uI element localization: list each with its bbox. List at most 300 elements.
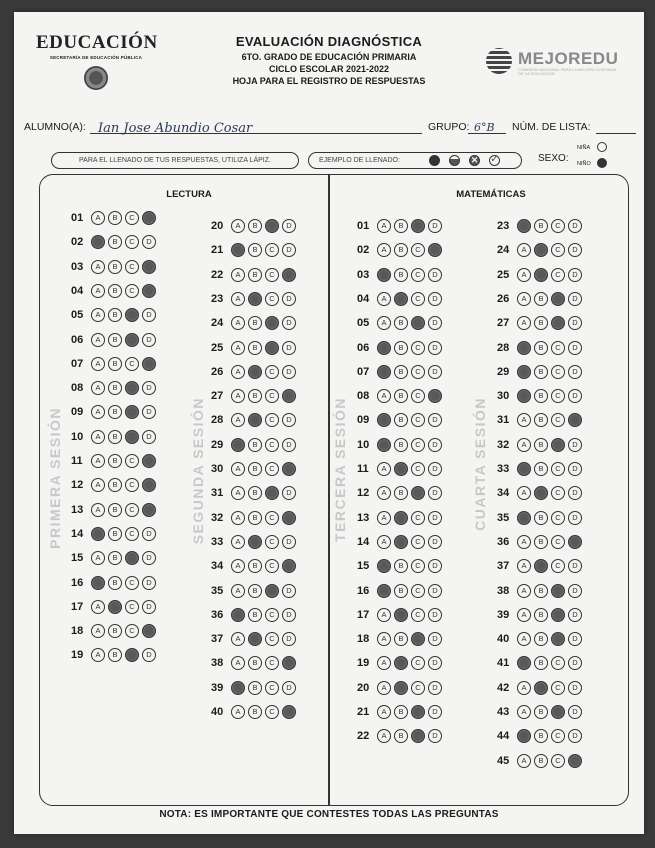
answer-bubble-c[interactable]: C xyxy=(125,527,139,541)
answer-bubble-c[interactable]: C xyxy=(411,365,425,379)
answer-bubble-c[interactable]: C xyxy=(125,624,139,638)
answer-bubble-b[interactable]: B xyxy=(534,365,548,379)
answer-bubble-a[interactable]: A xyxy=(377,365,391,379)
answer-bubble-d[interactable]: D xyxy=(282,511,296,525)
answer-bubble-c[interactable]: C xyxy=(125,211,139,225)
answer-bubble-d[interactable]: D xyxy=(568,681,582,695)
answer-bubble-b[interactable]: B xyxy=(108,600,122,614)
answer-bubble-c[interactable]: C xyxy=(551,608,565,622)
answer-bubble-b[interactable]: B xyxy=(248,268,262,282)
answer-bubble-b[interactable]: B xyxy=(108,430,122,444)
answer-bubble-c[interactable]: C xyxy=(411,389,425,403)
answer-bubble-b[interactable]: B xyxy=(248,486,262,500)
answer-bubble-b[interactable]: B xyxy=(534,316,548,330)
answer-bubble-b[interactable]: B xyxy=(534,268,548,282)
answer-bubble-d[interactable]: D xyxy=(282,341,296,355)
answer-bubble-c[interactable]: C xyxy=(265,365,279,379)
answer-bubble-a[interactable]: A xyxy=(91,284,105,298)
answer-bubble-d[interactable]: D xyxy=(428,341,442,355)
answer-bubble-b[interactable]: B xyxy=(394,341,408,355)
answer-bubble-c[interactable]: C xyxy=(411,511,425,525)
answer-bubble-c[interactable]: C xyxy=(411,219,425,233)
answer-bubble-a[interactable]: A xyxy=(517,486,531,500)
answer-bubble-b[interactable]: B xyxy=(108,478,122,492)
answer-bubble-d[interactable]: D xyxy=(142,648,156,662)
answer-bubble-b[interactable]: B xyxy=(534,754,548,768)
answer-bubble-b[interactable]: B xyxy=(248,438,262,452)
answer-bubble-d[interactable]: D xyxy=(568,535,582,549)
answer-bubble-d[interactable]: D xyxy=(568,559,582,573)
answer-bubble-d[interactable]: D xyxy=(568,511,582,525)
answer-bubble-a[interactable]: A xyxy=(231,584,245,598)
answer-bubble-d[interactable]: D xyxy=(568,705,582,719)
answer-bubble-a[interactable]: A xyxy=(91,503,105,517)
answer-bubble-d[interactable]: D xyxy=(568,462,582,476)
answer-bubble-a[interactable]: A xyxy=(231,705,245,719)
answer-bubble-b[interactable]: B xyxy=(108,284,122,298)
answer-bubble-c[interactable]: C xyxy=(265,705,279,719)
answer-bubble-a[interactable]: A xyxy=(91,576,105,590)
answer-bubble-d[interactable]: D xyxy=(428,729,442,743)
answer-bubble-b[interactable]: B xyxy=(248,681,262,695)
answer-bubble-d[interactable]: D xyxy=(142,576,156,590)
answer-bubble-d[interactable]: D xyxy=(428,316,442,330)
answer-bubble-c[interactable]: C xyxy=(125,284,139,298)
answer-bubble-b[interactable]: B xyxy=(534,243,548,257)
answer-bubble-c[interactable]: C xyxy=(125,600,139,614)
answer-bubble-a[interactable]: A xyxy=(517,535,531,549)
answer-bubble-a[interactable]: A xyxy=(517,705,531,719)
answer-bubble-a[interactable]: A xyxy=(91,333,105,347)
answer-bubble-c[interactable]: C xyxy=(551,681,565,695)
answer-bubble-d[interactable]: D xyxy=(428,219,442,233)
answer-bubble-c[interactable]: C xyxy=(265,413,279,427)
answer-bubble-d[interactable]: D xyxy=(142,211,156,225)
answer-bubble-a[interactable]: A xyxy=(231,292,245,306)
answer-bubble-d[interactable]: D xyxy=(282,413,296,427)
answer-bubble-d[interactable]: D xyxy=(142,600,156,614)
answer-bubble-b[interactable]: B xyxy=(248,462,262,476)
answer-bubble-d[interactable]: D xyxy=(142,551,156,565)
answer-bubble-d[interactable]: D xyxy=(142,624,156,638)
answer-bubble-d[interactable]: D xyxy=(282,268,296,282)
answer-bubble-b[interactable]: B xyxy=(248,632,262,646)
answer-bubble-b[interactable]: B xyxy=(108,333,122,347)
answer-bubble-d[interactable]: D xyxy=(568,754,582,768)
answer-bubble-b[interactable]: B xyxy=(108,527,122,541)
answer-bubble-c[interactable]: C xyxy=(265,559,279,573)
answer-bubble-d[interactable]: D xyxy=(428,632,442,646)
answer-bubble-a[interactable]: A xyxy=(91,624,105,638)
answer-bubble-a[interactable]: A xyxy=(231,413,245,427)
list-number-field[interactable] xyxy=(596,121,636,134)
answer-bubble-d[interactable]: D xyxy=(428,292,442,306)
answer-bubble-d[interactable]: D xyxy=(428,462,442,476)
answer-bubble-c[interactable]: C xyxy=(411,341,425,355)
answer-bubble-b[interactable]: B xyxy=(394,268,408,282)
answer-bubble-a[interactable]: A xyxy=(231,511,245,525)
answer-bubble-a[interactable]: A xyxy=(377,656,391,670)
answer-bubble-c[interactable]: C xyxy=(125,381,139,395)
answer-bubble-d[interactable]: D xyxy=(568,316,582,330)
answer-bubble-c[interactable]: C xyxy=(125,454,139,468)
answer-bubble-b[interactable]: B xyxy=(534,608,548,622)
answer-bubble-d[interactable]: D xyxy=(142,357,156,371)
answer-bubble-d[interactable]: D xyxy=(282,681,296,695)
answer-bubble-b[interactable]: B xyxy=(534,292,548,306)
answer-bubble-c[interactable]: C xyxy=(411,268,425,282)
answer-bubble-d[interactable]: D xyxy=(428,705,442,719)
answer-bubble-a[interactable]: A xyxy=(377,681,391,695)
answer-bubble-b[interactable]: B xyxy=(108,551,122,565)
answer-bubble-d[interactable]: D xyxy=(428,486,442,500)
answer-bubble-c[interactable]: C xyxy=(265,681,279,695)
answer-bubble-b[interactable]: B xyxy=(394,511,408,525)
answer-bubble-b[interactable]: B xyxy=(394,389,408,403)
answer-bubble-a[interactable]: A xyxy=(517,389,531,403)
answer-bubble-b[interactable]: B xyxy=(108,405,122,419)
name-field[interactable] xyxy=(90,121,422,134)
answer-bubble-b[interactable]: B xyxy=(394,584,408,598)
answer-bubble-a[interactable]: A xyxy=(377,705,391,719)
answer-bubble-d[interactable]: D xyxy=(142,333,156,347)
answer-bubble-b[interactable]: B xyxy=(248,511,262,525)
answer-bubble-b[interactable]: B xyxy=(248,535,262,549)
answer-bubble-c[interactable]: C xyxy=(411,316,425,330)
answer-bubble-c[interactable]: C xyxy=(551,268,565,282)
answer-bubble-a[interactable]: A xyxy=(231,219,245,233)
answer-bubble-b[interactable]: B xyxy=(394,608,408,622)
answer-bubble-d[interactable]: D xyxy=(428,438,442,452)
answer-bubble-a[interactable]: A xyxy=(517,316,531,330)
answer-bubble-c[interactable]: C xyxy=(411,413,425,427)
answer-bubble-c[interactable]: C xyxy=(551,243,565,257)
answer-bubble-b[interactable]: B xyxy=(534,219,548,233)
answer-bubble-c[interactable]: C xyxy=(265,486,279,500)
answer-bubble-b[interactable]: B xyxy=(394,632,408,646)
answer-bubble-d[interactable]: D xyxy=(142,454,156,468)
sex-option-girl[interactable] xyxy=(597,142,607,152)
answer-bubble-c[interactable]: C xyxy=(411,243,425,257)
answer-bubble-a[interactable]: A xyxy=(517,268,531,282)
answer-bubble-c[interactable]: C xyxy=(551,559,565,573)
answer-bubble-d[interactable]: D xyxy=(428,656,442,670)
answer-bubble-d[interactable]: D xyxy=(568,365,582,379)
answer-bubble-b[interactable]: B xyxy=(248,243,262,257)
answer-bubble-b[interactable]: B xyxy=(394,316,408,330)
answer-bubble-c[interactable]: C xyxy=(265,656,279,670)
answer-bubble-a[interactable]: A xyxy=(517,243,531,257)
answer-bubble-a[interactable]: A xyxy=(517,365,531,379)
answer-bubble-c[interactable]: C xyxy=(411,729,425,743)
answer-bubble-a[interactable]: A xyxy=(517,462,531,476)
answer-bubble-b[interactable]: B xyxy=(534,535,548,549)
answer-bubble-c[interactable]: C xyxy=(551,316,565,330)
answer-bubble-d[interactable]: D xyxy=(282,584,296,598)
answer-bubble-c[interactable]: C xyxy=(265,608,279,622)
answer-bubble-c[interactable]: C xyxy=(551,413,565,427)
answer-bubble-d[interactable]: D xyxy=(142,503,156,517)
answer-bubble-a[interactable]: A xyxy=(377,511,391,525)
answer-bubble-b[interactable]: B xyxy=(248,584,262,598)
answer-bubble-a[interactable]: A xyxy=(91,551,105,565)
answer-bubble-d[interactable]: D xyxy=(282,316,296,330)
answer-bubble-c[interactable]: C xyxy=(265,268,279,282)
answer-bubble-d[interactable]: D xyxy=(282,559,296,573)
answer-bubble-a[interactable]: A xyxy=(377,608,391,622)
answer-bubble-b[interactable]: B xyxy=(394,243,408,257)
answer-bubble-c[interactable]: C xyxy=(265,341,279,355)
answer-bubble-a[interactable]: A xyxy=(377,584,391,598)
answer-bubble-b[interactable]: B xyxy=(248,292,262,306)
answer-bubble-a[interactable]: A xyxy=(377,413,391,427)
answer-bubble-a[interactable]: A xyxy=(517,632,531,646)
answer-bubble-d[interactable]: D xyxy=(142,478,156,492)
answer-bubble-c[interactable]: C xyxy=(551,462,565,476)
answer-bubble-c[interactable]: C xyxy=(411,535,425,549)
answer-bubble-d[interactable]: D xyxy=(568,341,582,355)
answer-bubble-c[interactable]: C xyxy=(125,333,139,347)
answer-bubble-c[interactable]: C xyxy=(125,235,139,249)
answer-bubble-b[interactable]: B xyxy=(534,729,548,743)
answer-bubble-a[interactable]: A xyxy=(377,219,391,233)
answer-bubble-a[interactable]: A xyxy=(231,438,245,452)
sex-option-boy[interactable] xyxy=(597,158,607,168)
answer-bubble-b[interactable]: B xyxy=(108,308,122,322)
answer-bubble-c[interactable]: C xyxy=(551,535,565,549)
answer-bubble-b[interactable]: B xyxy=(248,608,262,622)
answer-bubble-c[interactable]: C xyxy=(411,486,425,500)
answer-bubble-b[interactable]: B xyxy=(394,535,408,549)
answer-bubble-c[interactable]: C xyxy=(265,316,279,330)
answer-bubble-b[interactable]: B xyxy=(394,486,408,500)
answer-bubble-a[interactable]: A xyxy=(91,211,105,225)
answer-bubble-a[interactable]: A xyxy=(91,454,105,468)
answer-bubble-b[interactable]: B xyxy=(108,503,122,517)
answer-bubble-b[interactable]: B xyxy=(248,705,262,719)
answer-bubble-c[interactable]: C xyxy=(265,535,279,549)
answer-bubble-d[interactable]: D xyxy=(568,608,582,622)
answer-bubble-a[interactable]: A xyxy=(231,462,245,476)
answer-bubble-a[interactable]: A xyxy=(91,405,105,419)
answer-bubble-a[interactable]: A xyxy=(231,243,245,257)
answer-bubble-b[interactable]: B xyxy=(534,413,548,427)
answer-bubble-c[interactable]: C xyxy=(551,632,565,646)
answer-bubble-a[interactable]: A xyxy=(231,681,245,695)
answer-bubble-d[interactable]: D xyxy=(428,681,442,695)
answer-bubble-c[interactable]: C xyxy=(265,389,279,403)
answer-bubble-a[interactable]: A xyxy=(377,486,391,500)
answer-bubble-a[interactable]: A xyxy=(517,219,531,233)
answer-bubble-a[interactable]: A xyxy=(231,486,245,500)
answer-bubble-d[interactable]: D xyxy=(568,584,582,598)
answer-bubble-c[interactable]: C xyxy=(125,503,139,517)
answer-bubble-d[interactable]: D xyxy=(428,389,442,403)
answer-bubble-a[interactable]: A xyxy=(517,754,531,768)
answer-bubble-b[interactable]: B xyxy=(534,486,548,500)
answer-bubble-c[interactable]: C xyxy=(411,608,425,622)
answer-bubble-c[interactable]: C xyxy=(551,341,565,355)
answer-bubble-b[interactable]: B xyxy=(534,584,548,598)
answer-bubble-c[interactable]: C xyxy=(265,584,279,598)
answer-bubble-b[interactable]: B xyxy=(248,559,262,573)
answer-bubble-d[interactable]: D xyxy=(282,243,296,257)
answer-bubble-b[interactable]: B xyxy=(108,211,122,225)
answer-bubble-d[interactable]: D xyxy=(568,292,582,306)
answer-bubble-a[interactable]: A xyxy=(377,462,391,476)
answer-bubble-c[interactable]: C xyxy=(265,243,279,257)
answer-bubble-b[interactable]: B xyxy=(248,365,262,379)
answer-bubble-c[interactable]: C xyxy=(125,430,139,444)
answer-bubble-a[interactable]: A xyxy=(517,608,531,622)
answer-bubble-b[interactable]: B xyxy=(534,341,548,355)
answer-bubble-c[interactable]: C xyxy=(125,648,139,662)
answer-bubble-c[interactable]: C xyxy=(411,632,425,646)
answer-bubble-d[interactable]: D xyxy=(428,608,442,622)
answer-bubble-b[interactable]: B xyxy=(248,656,262,670)
answer-bubble-b[interactable]: B xyxy=(248,219,262,233)
answer-bubble-d[interactable]: D xyxy=(282,535,296,549)
answer-bubble-a[interactable]: A xyxy=(377,632,391,646)
answer-bubble-d[interactable]: D xyxy=(282,656,296,670)
answer-bubble-d[interactable]: D xyxy=(568,632,582,646)
answer-bubble-b[interactable]: B xyxy=(394,681,408,695)
answer-bubble-a[interactable]: A xyxy=(377,535,391,549)
answer-bubble-a[interactable]: A xyxy=(377,729,391,743)
answer-bubble-b[interactable]: B xyxy=(248,389,262,403)
answer-bubble-b[interactable]: B xyxy=(534,705,548,719)
answer-bubble-c[interactable]: C xyxy=(125,551,139,565)
answer-bubble-c[interactable]: C xyxy=(125,308,139,322)
answer-bubble-a[interactable]: A xyxy=(517,438,531,452)
answer-bubble-a[interactable]: A xyxy=(91,648,105,662)
answer-bubble-d[interactable]: D xyxy=(142,308,156,322)
answer-bubble-b[interactable]: B xyxy=(108,381,122,395)
answer-bubble-d[interactable]: D xyxy=(282,632,296,646)
answer-bubble-a[interactable]: A xyxy=(377,438,391,452)
answer-bubble-c[interactable]: C xyxy=(551,729,565,743)
answer-bubble-d[interactable]: D xyxy=(428,365,442,379)
answer-bubble-c[interactable]: C xyxy=(551,292,565,306)
answer-bubble-b[interactable]: B xyxy=(108,357,122,371)
answer-bubble-c[interactable]: C xyxy=(551,365,565,379)
answer-bubble-d[interactable]: D xyxy=(142,405,156,419)
answer-bubble-c[interactable]: C xyxy=(265,632,279,646)
answer-bubble-c[interactable]: C xyxy=(125,357,139,371)
answer-bubble-a[interactable]: A xyxy=(91,235,105,249)
answer-bubble-a[interactable]: A xyxy=(377,268,391,282)
answer-bubble-c[interactable]: C xyxy=(125,260,139,274)
answer-bubble-d[interactable]: D xyxy=(428,535,442,549)
answer-bubble-d[interactable]: D xyxy=(428,584,442,598)
answer-bubble-a[interactable]: A xyxy=(91,357,105,371)
answer-bubble-b[interactable]: B xyxy=(394,219,408,233)
answer-bubble-c[interactable]: C xyxy=(551,584,565,598)
answer-bubble-c[interactable]: C xyxy=(411,462,425,476)
answer-bubble-c[interactable]: C xyxy=(125,576,139,590)
answer-bubble-b[interactable]: B xyxy=(394,559,408,573)
answer-bubble-b[interactable]: B xyxy=(534,462,548,476)
answer-bubble-d[interactable]: D xyxy=(282,219,296,233)
answer-bubble-a[interactable]: A xyxy=(91,527,105,541)
answer-bubble-d[interactable]: D xyxy=(568,243,582,257)
answer-bubble-b[interactable]: B xyxy=(394,292,408,306)
answer-bubble-b[interactable]: B xyxy=(394,656,408,670)
answer-bubble-b[interactable]: B xyxy=(534,559,548,573)
answer-bubble-c[interactable]: C xyxy=(551,486,565,500)
answer-bubble-d[interactable]: D xyxy=(142,527,156,541)
answer-bubble-a[interactable]: A xyxy=(377,389,391,403)
answer-bubble-d[interactable]: D xyxy=(568,389,582,403)
answer-bubble-b[interactable]: B xyxy=(248,413,262,427)
answer-bubble-a[interactable]: A xyxy=(231,341,245,355)
group-field[interactable] xyxy=(468,121,506,134)
answer-bubble-c[interactable]: C xyxy=(265,462,279,476)
answer-bubble-a[interactable]: A xyxy=(231,535,245,549)
answer-bubble-d[interactable]: D xyxy=(568,438,582,452)
answer-bubble-d[interactable]: D xyxy=(142,381,156,395)
answer-bubble-b[interactable]: B xyxy=(534,656,548,670)
answer-bubble-d[interactable]: D xyxy=(142,430,156,444)
answer-bubble-c[interactable]: C xyxy=(411,559,425,573)
answer-bubble-b[interactable]: B xyxy=(108,235,122,249)
answer-bubble-b[interactable]: B xyxy=(248,341,262,355)
answer-bubble-a[interactable]: A xyxy=(517,681,531,695)
answer-bubble-a[interactable]: A xyxy=(517,656,531,670)
answer-bubble-a[interactable]: A xyxy=(377,559,391,573)
answer-bubble-b[interactable]: B xyxy=(394,438,408,452)
answer-bubble-a[interactable]: A xyxy=(517,341,531,355)
answer-bubble-d[interactable]: D xyxy=(142,284,156,298)
answer-bubble-d[interactable]: D xyxy=(282,608,296,622)
answer-bubble-d[interactable]: D xyxy=(568,268,582,282)
answer-bubble-a[interactable]: A xyxy=(377,341,391,355)
answer-bubble-a[interactable]: A xyxy=(377,292,391,306)
answer-bubble-d[interactable]: D xyxy=(282,486,296,500)
answer-bubble-b[interactable]: B xyxy=(108,576,122,590)
answer-bubble-d[interactable]: D xyxy=(282,292,296,306)
answer-bubble-a[interactable]: A xyxy=(517,292,531,306)
answer-bubble-b[interactable]: B xyxy=(534,389,548,403)
answer-bubble-b[interactable]: B xyxy=(534,511,548,525)
answer-bubble-c[interactable]: C xyxy=(551,656,565,670)
answer-bubble-d[interactable]: D xyxy=(428,243,442,257)
answer-bubble-b[interactable]: B xyxy=(108,624,122,638)
answer-bubble-a[interactable]: A xyxy=(231,268,245,282)
answer-bubble-a[interactable]: A xyxy=(91,308,105,322)
answer-bubble-b[interactable]: B xyxy=(394,413,408,427)
answer-bubble-b[interactable]: B xyxy=(394,729,408,743)
answer-bubble-a[interactable]: A xyxy=(377,243,391,257)
answer-bubble-d[interactable]: D xyxy=(568,413,582,427)
answer-bubble-c[interactable]: C xyxy=(125,405,139,419)
answer-bubble-d[interactable]: D xyxy=(282,438,296,452)
answer-bubble-d[interactable]: D xyxy=(428,268,442,282)
answer-bubble-a[interactable]: A xyxy=(517,584,531,598)
answer-bubble-c[interactable]: C xyxy=(411,292,425,306)
answer-bubble-b[interactable]: B xyxy=(108,454,122,468)
answer-bubble-a[interactable]: A xyxy=(231,656,245,670)
answer-bubble-d[interactable]: D xyxy=(142,235,156,249)
answer-bubble-a[interactable]: A xyxy=(231,389,245,403)
answer-bubble-b[interactable]: B xyxy=(534,632,548,646)
answer-bubble-d[interactable]: D xyxy=(428,413,442,427)
answer-bubble-a[interactable]: A xyxy=(91,381,105,395)
answer-bubble-c[interactable]: C xyxy=(125,478,139,492)
answer-bubble-a[interactable]: A xyxy=(91,260,105,274)
answer-bubble-d[interactable]: D xyxy=(428,559,442,573)
answer-bubble-d[interactable]: D xyxy=(568,486,582,500)
